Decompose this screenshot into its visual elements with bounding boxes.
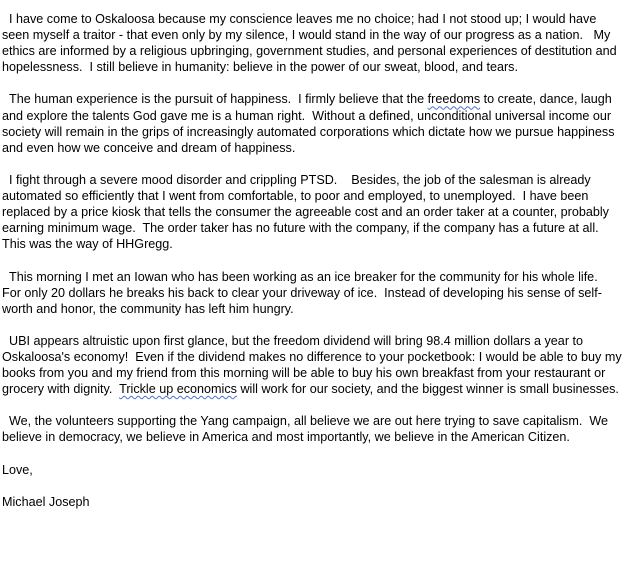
letter-paragraph — [2, 91, 626, 155]
letter-paragraph — [2, 413, 626, 445]
paragraph-text: I fight through a severe mood disorder and crippling PTSD. Besides, the job of the salesman is already automated so efficiently that I went from comfortable, to poor and employed, to unemployed. I have been replaced by a price kiosk that tells the consumer the agreeable cost and an order taker at a counter, probably earning minimum wage. The order taker has no future with the company, if the company has a future at all. This was the way of HHGregg. — [2, 172, 613, 252]
paragraph-text: to create, dance, laugh and explore the talents God gave me is a human right. Without a defined, unconditional universal income our society will remain in the grips of increasingly automated corporations which dictate how we pursue happiness and even how we conceive and dream of happiness. — [2, 92, 619, 155]
paragraph-text: We, the volunteers supporting the Yang campaign, all believe we are out here trying to save capitalism. We believe in democracy, we believe in America and most importantly, we believe in the American Citizen. — [2, 414, 612, 445]
paragraph-text: will work for our society, and the biggest winner is small businesses. — [236, 382, 619, 397]
spellcheck-flagged-text: freedoms — [427, 92, 481, 107]
paragraph-text: This morning I met an Iowan who has been working as an ice breaker for the community for his whole life. For only 20 dollars he breaks his back to clear your driveway of ice. Instead of developing his sense of self-worth and honor, the community has left him hungry. — [2, 269, 609, 316]
letter-body — [2, 11, 628, 446]
spellcheck-flagged-text: Trickle up economics — [119, 382, 237, 397]
letter-closing: Love, — [2, 462, 33, 477]
letter-signature: Michael Joseph — [2, 494, 90, 509]
paragraph-text: I have come to Oskaloosa because my conscience leaves me no choice; had I not stood up; I would have seen myself a traitor - that even only by my silence, I would stand in the way of our progress as a nation. My ethics are informed by a religious upbringing, government studies, and personal experiences of destitution and hopelessness. I still believe in humanity: believe in the power of our sweat, blood, and tears. — [2, 12, 621, 75]
paragraph-text: The human experience is the pursuit of happiness. I firmly believe that the — [2, 92, 428, 107]
paragraph-text: UBI appears altruistic upon first glance, but the freedom dividend will bring 98.4 million dollars a year to Oskaloosa's economy! Even if the dividend makes no difference to your pocketbook: I would be able to buy my books from you and my friend from this morning will be able to buy his own breakfast from your restaurant or grocery with dignity. — [2, 333, 626, 397]
letter-paragraph — [2, 172, 626, 252]
letter-paragraph — [2, 333, 626, 397]
letter-paragraph — [2, 11, 626, 75]
letter-paragraph — [2, 269, 626, 317]
